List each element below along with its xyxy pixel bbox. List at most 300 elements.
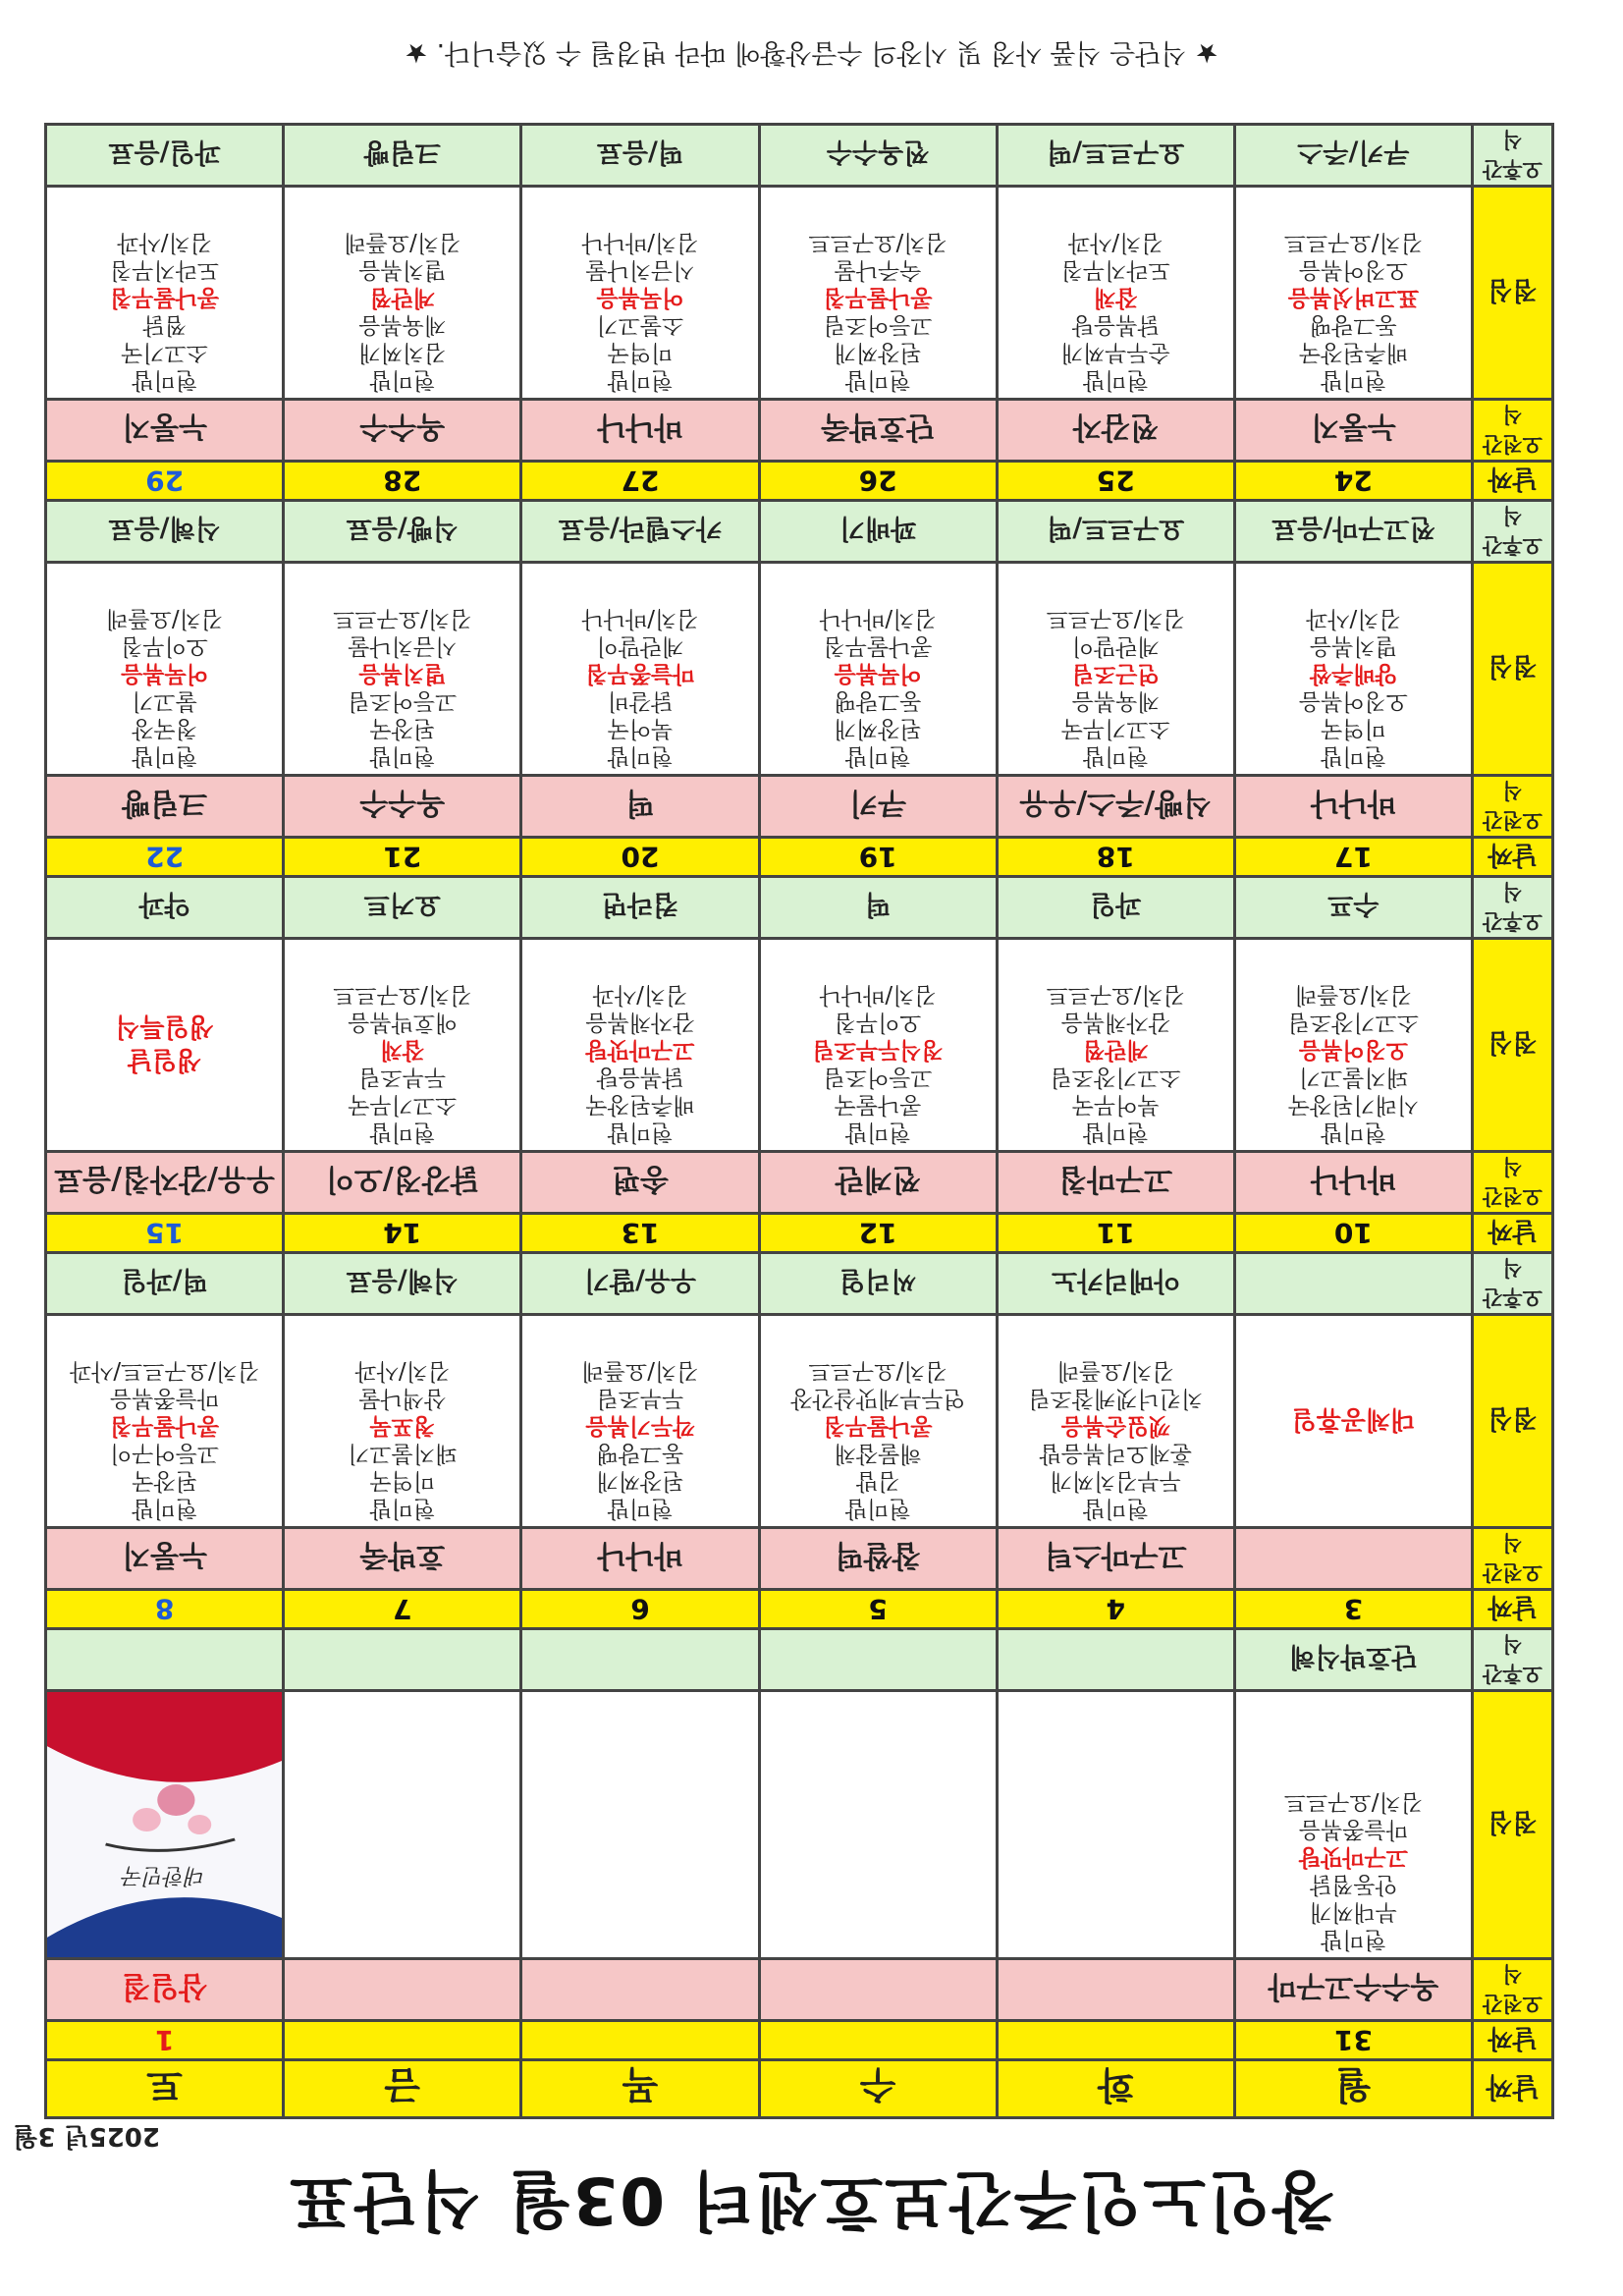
snack-pm-cell: 단호박식혜 — [1234, 1629, 1472, 1691]
menu-item: 김치/요플레 — [1056, 1358, 1174, 1384]
snack-pm-cell: 식혜/음료 — [284, 1253, 521, 1315]
lunch-cell — [759, 187, 997, 400]
menu-item: 소고기장조림 — [1050, 1065, 1181, 1090]
snack-am-cell: 닭강정/오이 — [284, 1152, 521, 1214]
date-cell: 13 — [521, 1214, 759, 1253]
menu-item: 된장찌개 — [834, 340, 922, 365]
menu-item: 현미밥 — [1321, 1927, 1386, 1952]
menu-item: 김치/요플레 — [344, 230, 461, 255]
date-cell: 22 — [46, 838, 284, 877]
menu-item: 마늘쫑무침 — [585, 661, 695, 686]
menu-item: 콩나물국 — [834, 1092, 922, 1118]
menu-item: 동그랑땡 — [834, 688, 922, 714]
menu-item: 닭볶음탕 — [596, 1065, 684, 1090]
snack-pm-cell — [521, 1629, 759, 1691]
snack-am-row — [46, 1528, 1553, 1590]
menu-item: 콩나물무침 — [110, 285, 220, 310]
snack-pm-cell: 요구르트/떡 — [997, 125, 1234, 187]
snack-am-cell: 누룽지 — [46, 1528, 284, 1590]
row-label-snack-am: 오전간식 — [1473, 400, 1553, 462]
snack-pm-cell: 떡/음료 — [521, 125, 759, 187]
row-label-lunch: 점심 — [1473, 187, 1553, 400]
menu-item: 김치/사과 — [117, 230, 212, 255]
lunch-cell — [46, 1315, 284, 1528]
menu-item: 소불고기 — [596, 312, 684, 338]
date-row — [46, 1590, 1553, 1629]
menu-item: 현미밥 — [369, 1496, 436, 1521]
snack-pm-cell — [759, 1629, 997, 1691]
menu-item: 멸치볶음 — [1309, 633, 1397, 659]
menu-item: 시금치나물 — [585, 257, 695, 283]
snack-pm-cell: 떡/과일 — [46, 1253, 284, 1315]
menu-item: 김치찌개 — [358, 340, 447, 365]
lunch-cell — [759, 939, 997, 1152]
menu-item: 현미밥 — [844, 367, 911, 393]
menu-item: 현미밥 — [607, 1496, 674, 1521]
date-cell: 18 — [997, 838, 1234, 877]
menu-item: 깻잎순볶음 — [1060, 1413, 1170, 1439]
menu-item: 닭볶음탕 — [1071, 312, 1160, 338]
date-cell: 26 — [759, 462, 997, 501]
snack-am-cell: 바나나 — [1234, 1152, 1472, 1214]
lunch-row — [46, 939, 1553, 1152]
menu-item: 현미밥 — [1082, 1120, 1149, 1145]
menu-item: 감자채볶음 — [1060, 1010, 1170, 1035]
menu-item: 멸치볶음 — [358, 257, 447, 283]
menu-item: 배추된장국 — [585, 1092, 695, 1118]
row-label-snack-am: 오전간식 — [1473, 1152, 1553, 1214]
snack-pm-cell: 찐고구마/음료 — [1234, 501, 1472, 563]
lunch-cell — [521, 187, 759, 400]
snack-pm-cell: 식혜/음료 — [46, 501, 284, 563]
lunch-cell — [1234, 563, 1472, 776]
snack-am-cell: 옥수수고구마 — [1234, 1959, 1472, 2021]
date-row — [46, 1214, 1553, 1253]
date-cell: 14 — [284, 1214, 521, 1253]
menu-item: 표고버섯볶음 — [1287, 285, 1420, 310]
snack-pm-row — [46, 501, 1553, 563]
menu-item: 순두부찌개 — [1060, 340, 1170, 365]
menu-item: 양배추쌈 — [1309, 661, 1397, 686]
menu-item: 대체공휴일 — [1291, 1404, 1416, 1434]
menu-item: 잡채 — [380, 1037, 425, 1063]
menu-item: 미역국 — [607, 340, 674, 365]
menu-item: 김치/요구르트 — [1283, 230, 1423, 255]
row-label-lunch: 점심 — [1473, 1315, 1553, 1528]
lunch-cell — [759, 563, 997, 776]
snack-pm-cell: 떡 — [759, 877, 997, 939]
menu-item: 현미밥 — [844, 1120, 911, 1145]
date-cell: 4 — [997, 1590, 1234, 1629]
date-cell: 21 — [284, 838, 521, 877]
snack-pm-cell: 약과 — [46, 877, 284, 939]
menu-item: 계란찜 — [369, 285, 436, 310]
menu-item: 청포묵 — [369, 1413, 436, 1439]
lunch-row — [46, 187, 1553, 400]
menu-item: 현미밥 — [369, 1120, 436, 1145]
snack-pm-cell: 수프 — [1234, 877, 1472, 939]
menu-item: 해물잡채 — [834, 1441, 922, 1466]
date-cell: 17 — [1234, 838, 1472, 877]
menu-item: 계란찜 — [1082, 1037, 1149, 1063]
corner-label: 날짜 — [1473, 2060, 1553, 2118]
snack-am-cell: 누룽지 — [1234, 400, 1472, 462]
menu-item: 멸치볶음 — [358, 661, 447, 686]
menu-item: 오징어볶음 — [1298, 688, 1408, 714]
menu-item: 김치/바나나 — [819, 982, 937, 1008]
menu-item: 현미밥 — [369, 367, 436, 393]
menu-item: 김치/바나나 — [581, 230, 699, 255]
snack-pm-cell: 우유/딸기 — [521, 1253, 759, 1315]
menu-item: 현미밥 — [1082, 743, 1149, 769]
menu-item: 김치/사과 — [354, 1358, 451, 1384]
menu-item: 현미밥 — [607, 743, 674, 769]
snack-am-cell: 호박죽 — [284, 1528, 521, 1590]
menu-item: 소고기장조림 — [1287, 1010, 1420, 1035]
lunch-cell — [284, 187, 521, 400]
menu-item: 김치/요플레 — [106, 606, 224, 631]
menu-item: 어묵볶음 — [121, 661, 209, 686]
row-label-date: 날짜 — [1473, 838, 1553, 877]
snack-pm-cell — [46, 1629, 284, 1691]
menu-item: 동그랑땡 — [1309, 312, 1397, 338]
row-label-snack-pm: 오후간식 — [1473, 501, 1553, 563]
menu-item: 김치/요구르트/사과 — [69, 1358, 260, 1384]
row-label-lunch: 점심 — [1473, 563, 1553, 776]
day-header: 월 — [1234, 2060, 1472, 2118]
menu-item: 치킨너겟케찹조림 — [1028, 1386, 1204, 1411]
menu-item: 현미밥 — [132, 743, 197, 769]
snack-pm-cell — [997, 1629, 1234, 1691]
snack-pm-cell: 요거트 — [284, 877, 521, 939]
date-cell: 24 — [1234, 462, 1472, 501]
day-header: 금 — [284, 2060, 521, 2118]
snack-pm-row — [46, 125, 1553, 187]
lunch-cell — [997, 939, 1234, 1152]
menu-item: 오이무침 — [834, 1010, 922, 1035]
image-caption: 대한민국 — [123, 1863, 207, 1887]
date-row — [46, 838, 1553, 877]
menu-item: 김치/요구르트 — [1046, 982, 1185, 1008]
lunch-cell — [46, 1691, 284, 1959]
menu-item: 소고기무국 — [1060, 716, 1170, 741]
row-label-date: 날짜 — [1473, 1590, 1553, 1629]
snack-am-cell: 고구마스틱 — [997, 1528, 1234, 1590]
menu-item: 현미밥 — [132, 367, 197, 393]
row-label-snack-pm: 오후간식 — [1473, 877, 1553, 939]
menu-item: 감자채볶음 — [585, 1010, 695, 1035]
menu-item: 미역국 — [369, 1468, 436, 1494]
day-header: 토 — [46, 2060, 284, 2118]
menu-item: 계란말이 — [1071, 633, 1160, 659]
date-cell — [997, 2021, 1234, 2060]
date-cell: 10 — [1234, 1214, 1472, 1253]
row-label-date: 날짜 — [1473, 1214, 1553, 1253]
menu-item: 현미밥 — [1082, 367, 1149, 393]
menu-item: 돼지불고기 — [1298, 1065, 1408, 1090]
menu-item: 미역국 — [1321, 716, 1386, 741]
menu-item: 소고기국 — [121, 340, 209, 365]
snack-pm-cell — [1234, 1253, 1472, 1315]
row-label-date: 날짜 — [1473, 2021, 1553, 2060]
menu-item: 김밥 — [855, 1468, 900, 1494]
lunch-cell — [997, 563, 1234, 776]
menu-item: 두부조림 — [596, 1386, 684, 1411]
menu-item: 닭갈비 — [607, 688, 674, 714]
snack-pm-row — [46, 1253, 1553, 1315]
menu-item: 고구마맛탕 — [585, 1037, 695, 1063]
snack-pm-cell — [284, 1629, 521, 1691]
menu-item: 고등어조림 — [823, 312, 933, 338]
date-cell: 12 — [759, 1214, 997, 1253]
snack-am-cell — [997, 1959, 1234, 2021]
menu-item: 정식두부조림 — [812, 1037, 944, 1063]
menu-item: 삼색나물 — [358, 1386, 447, 1411]
snack-am-cell: 옥수수 — [284, 400, 521, 462]
snack-pm-row — [46, 877, 1553, 939]
menu-item: 현미밥 — [1321, 743, 1386, 769]
lunch-cell — [284, 939, 521, 1152]
menu-item: 도라지무침 — [1060, 257, 1170, 283]
snack-pm-row — [46, 1629, 1553, 1691]
lunch-cell — [521, 1315, 759, 1528]
date-cell: 28 — [284, 462, 521, 501]
menu-item: 콩나물무침 — [823, 633, 933, 659]
menu-item: 계란말이 — [596, 633, 684, 659]
menu-item: 콩나물무침 — [823, 285, 933, 310]
snack-pm-cell: 과일 — [997, 877, 1234, 939]
snack-pm-cell: 컵라면 — [521, 877, 759, 939]
date-cell: 19 — [759, 838, 997, 877]
menu-item: 된장국 — [369, 716, 436, 741]
menu-item: 북어무국 — [1071, 1092, 1160, 1118]
menu-item: 현미밥 — [1321, 367, 1386, 393]
menu-item: 도라지무침 — [110, 257, 220, 283]
snack-am-cell: 바나나 — [1234, 776, 1472, 838]
menu-item: 고등어조림 — [823, 1065, 933, 1090]
menu-item: 깍두기볶음 — [585, 1413, 695, 1439]
row-label-lunch: 점심 — [1473, 939, 1553, 1152]
snack-pm-cell: 쿠키/주스 — [1234, 125, 1472, 187]
date-cell: 7 — [284, 1590, 521, 1629]
menu-item: 고등어조림 — [348, 688, 458, 714]
row-label-snack-pm: 오후간식 — [1473, 1629, 1553, 1691]
menu-item: 숙주나물 — [834, 257, 922, 283]
snack-am-cell: 바나나 — [521, 1528, 759, 1590]
menu-item: 연근조림 — [1071, 661, 1160, 686]
menu-item: 현미밥 — [607, 1120, 674, 1145]
date-cell: 20 — [521, 838, 759, 877]
menu-item: 훈제오리볶음밥 — [1039, 1441, 1193, 1466]
date-cell: 11 — [997, 1214, 1234, 1253]
snack-pm-cell: 크림빵 — [284, 125, 521, 187]
menu-item: 김치/사과 — [592, 982, 688, 1008]
menu-item: 연두부게맛살간장 — [790, 1386, 965, 1411]
row-label-snack-pm: 오후간식 — [1473, 125, 1553, 187]
snack-am-row — [46, 1152, 1553, 1214]
row-label-snack-am: 오전간식 — [1473, 776, 1553, 838]
menu-item: 현미밥 — [369, 743, 436, 769]
lunch-row — [46, 1315, 1553, 1528]
snack-am-cell — [1234, 1528, 1472, 1590]
day-header: 수 — [759, 2060, 997, 2118]
menu-item: 부대찌개 — [1309, 1899, 1397, 1925]
day-header-row — [46, 2060, 1553, 2118]
footnote: ★ 식단은 식품 사정 및 시장의 수급상황에 따라 변경될 수 있습니다. ★ — [404, 37, 1219, 68]
snack-pm-cell: 꽈배기 — [759, 501, 997, 563]
snack-am-cell: 누룽지 — [46, 400, 284, 462]
date-cell: 27 — [521, 462, 759, 501]
day-header: 목 — [521, 2060, 759, 2118]
menu-item: 김치/바나나 — [581, 606, 699, 631]
date-cell — [284, 2021, 521, 2060]
snack-am-cell: 찐감자 — [997, 400, 1234, 462]
day-header: 화 — [997, 2060, 1234, 2118]
menu-item: 오징어볶음 — [1298, 257, 1408, 283]
snack-am-row — [46, 1959, 1553, 2021]
date-row — [46, 2021, 1553, 2060]
snack-am-cell: 단호박죽 — [759, 400, 997, 462]
menu-item: 김치/요구르트 — [808, 230, 947, 255]
date-cell: 3 — [1234, 1590, 1472, 1629]
menu-item: 현미밥 — [1082, 1496, 1149, 1521]
date-cell: 31 — [1234, 2021, 1472, 2060]
menu-item: 고구마맛탕 — [1298, 1844, 1408, 1870]
lunch-cell — [1234, 1691, 1472, 1959]
date-row — [46, 462, 1553, 501]
menu-item: 배추된장국 — [1298, 340, 1408, 365]
menu-item: 현미밥 — [844, 1496, 911, 1521]
menu-item: 된장국 — [132, 1468, 197, 1494]
snack-am-cell: 식빵/주스/우유 — [997, 776, 1234, 838]
snack-pm-cell: 요구르트/떡 — [997, 501, 1234, 563]
snack-pm-cell: 씨리얼 — [759, 1253, 997, 1315]
snack-pm-cell: 식빵/음료 — [284, 501, 521, 563]
menu-item: 김치/요구르트 — [1283, 1789, 1423, 1815]
menu-item: 된장찌개 — [596, 1468, 684, 1494]
lunch-row — [46, 1691, 1553, 1959]
menu-item: 오이무침 — [121, 633, 209, 659]
page-title: 창인노인주간보호센터 03월 식단표 — [288, 2162, 1335, 2238]
lunch-cell — [46, 563, 284, 776]
menu-item: 안동찜닭 — [1309, 1872, 1397, 1897]
lunch-cell — [521, 1691, 759, 1959]
snack-am-row — [46, 400, 1553, 462]
lunch-cell — [284, 563, 521, 776]
snack-am-cell — [521, 1959, 759, 2021]
flag-illustration — [47, 1692, 282, 1957]
row-label-snack-pm: 오후간식 — [1473, 1253, 1553, 1315]
snack-am-cell: 크림빵 — [46, 776, 284, 838]
lunch-cell — [759, 1691, 997, 1959]
menu-item: 김치/사과 — [1067, 230, 1163, 255]
row-label-date: 날짜 — [1473, 462, 1553, 501]
menu-item: 김치/요구르트 — [333, 606, 472, 631]
snack-pm-cell: 아메리카노 — [997, 1253, 1234, 1315]
menu-item: 소고기무국 — [348, 1092, 458, 1118]
menu-item: 시금치나물 — [348, 633, 458, 659]
menu-item: 시래기된장국 — [1287, 1092, 1420, 1118]
snack-am-cell: 우유/감자칩/음료 — [46, 1152, 284, 1214]
menu-item: 김치/사과 — [1306, 606, 1401, 631]
date-cell: 5 — [759, 1590, 997, 1629]
date-cell — [759, 2021, 997, 2060]
lunch-row — [46, 563, 1553, 776]
lunch-cell — [997, 1691, 1234, 1959]
menu-item: 김치/요플레 — [581, 1358, 699, 1384]
menu-item: 찜닭 — [142, 312, 187, 338]
lunch-cell — [997, 187, 1234, 400]
snack-am-cell: 고구마칩 — [997, 1152, 1234, 1214]
menu-item: 오징어볶음 — [1298, 1037, 1408, 1063]
menu-item: 어묵볶음 — [596, 285, 684, 310]
menu-item: 김치/요구르트 — [333, 982, 472, 1008]
snack-am-cell — [284, 1959, 521, 2021]
lunch-cell — [759, 1315, 997, 1528]
date-cell: 15 — [46, 1214, 284, 1253]
snack-am-cell: 바나나 — [521, 400, 759, 462]
date-cell: 25 — [997, 462, 1234, 501]
snack-am-cell: 삼일절 — [46, 1959, 284, 2021]
lunch-cell — [1234, 939, 1472, 1152]
snack-am-cell: 찹쌀떡 — [759, 1528, 997, 1590]
snack-am-cell: 찐계란 — [759, 1152, 997, 1214]
snack-am-cell: 송편 — [521, 1152, 759, 1214]
lunch-cell — [997, 1315, 1234, 1528]
menu-item: 생일특식 — [115, 1011, 214, 1041]
menu-item: 애호박볶음 — [348, 1010, 458, 1035]
snack-am-row — [46, 776, 1553, 838]
menu-item: 불고기 — [132, 688, 197, 714]
menu-item: 북어국 — [607, 716, 674, 741]
menu-item: 현미밥 — [132, 1496, 197, 1521]
menu-item: 돼지불고기 — [348, 1441, 458, 1466]
menu-item: 현미밥 — [1321, 1120, 1386, 1145]
lunch-cell — [521, 563, 759, 776]
menu-item: 청국장 — [132, 716, 197, 741]
menu-item: 현미밥 — [844, 743, 911, 769]
menu-item: 고등어구이 — [110, 1441, 220, 1466]
menu-item: 된장찌개 — [834, 716, 922, 741]
row-label-lunch: 점심 — [1473, 1691, 1553, 1959]
menu-item: 김치/바나나 — [819, 606, 937, 631]
snack-am-cell: 옥수수 — [284, 776, 521, 838]
menu-item: 김치/요플레 — [1295, 982, 1412, 1008]
snack-pm-cell: 카스텔라/음료 — [521, 501, 759, 563]
year-month-label: 2025년 3월 — [13, 2121, 160, 2151]
date-cell: 6 — [521, 1590, 759, 1629]
lunch-cell — [1234, 187, 1472, 400]
menu-item: 콩나물무침 — [823, 1413, 933, 1439]
snack-am-cell: 쿠키 — [759, 776, 997, 838]
menu-item: 동그랑땡 — [596, 1441, 684, 1466]
date-cell — [521, 2021, 759, 2060]
menu-item: 제육볶음 — [358, 312, 447, 338]
menu-item: 콩나물무침 — [110, 1413, 220, 1439]
menu-item: 제육볶음 — [1071, 688, 1160, 714]
date-cell: 1 — [46, 2021, 284, 2060]
lunch-cell — [284, 1315, 521, 1528]
menu-item: 김치/요구르트 — [808, 1358, 947, 1384]
row-label-snack-am: 오전간식 — [1473, 1528, 1553, 1590]
menu-item: 어묵볶음 — [834, 661, 922, 686]
snack-am-cell — [759, 1959, 997, 2021]
snack-am-cell: 떡 — [521, 776, 759, 838]
menu-item: 생일날 — [127, 1045, 202, 1074]
menu-item: 마늘쫑볶음 — [1298, 1817, 1408, 1842]
lunch-cell — [521, 939, 759, 1152]
lunch-cell — [1234, 1315, 1472, 1528]
